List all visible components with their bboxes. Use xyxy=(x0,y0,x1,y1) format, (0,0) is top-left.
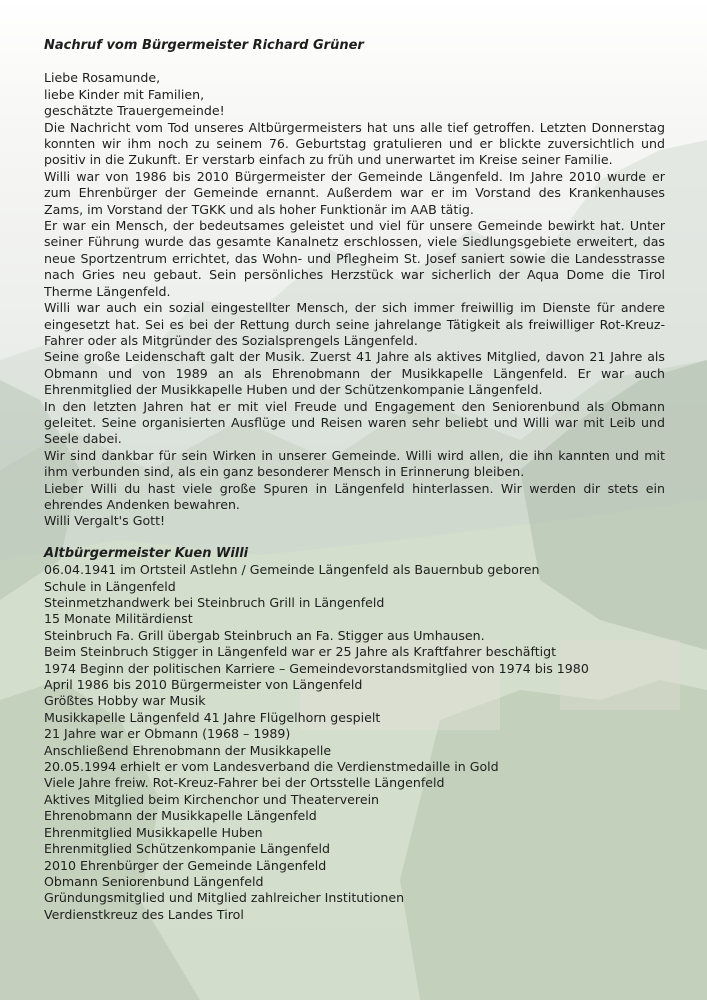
paragraph: Willi war von 1986 bis 2010 Bürgermeister der Gemeinde Längenfeld. Im Jahre 2010 wurde er zum Ehrenbürger der Gemeinde ernannt. Außerdem war er im Vorstand des Krankenhauses Zams, im Vorstand der TGKK und als hoher Funktionär im AAB tätig. xyxy=(44,168,665,217)
bio-line: Ehrenmitglied Schützenkompanie Längenfeld xyxy=(44,841,331,857)
bio-line: 21 Jahre war er Obmann (1968 – 1989) xyxy=(44,726,291,742)
bio-line: 15 Monate Militärdienst xyxy=(44,611,193,627)
obituary-document xyxy=(44,38,665,923)
bio-line: Viele Jahre freiw. Rot-Kreuz-Fahrer bei der Ortsstelle Längenfeld xyxy=(44,775,445,791)
bio-line: Aktives Mitglied beim Kirchenchor und Theaterverein xyxy=(44,791,380,807)
bio-title: Altbürgermeister Kuen Willi xyxy=(44,545,249,561)
bio-line: Steinbruch Fa. Grill übergab Steinbruch an Fa. Stigger aus Umhausen. xyxy=(44,627,485,643)
paragraph: Er war ein Mensch, der bedeutsames geleistet und viel für unsere Gemeinde bewirkt hat. Unter seiner Führung wurde das gesamte Kanalnetz erschlossen, viele Siedlungsgebiete erweitert, das neue Sportzentrum errichtet, das Wohn- und Pflegheim St. Josef saniert sowie die Landesstrasse nach Gries neu gebaut. Sein persönliches Herzstück war sicherlich der Aqua Dome die Tirol Therme Längenfeld. xyxy=(44,218,665,299)
bio-line: Gründungsmitglied und Mitglied zahlreicher Institutionen xyxy=(44,890,405,906)
paragraph: Willi war auch ein sozial eingestellter Mensch, der sich immer freiwillig im Dienste für andere eingesetzt hat. Sei es bei der Rettung durch seine jahrelange Tätigkeit als freiwilliger Rot-Kreuz-Fahrer oder als Mitgründer des Sozialsprengels Längenfeld. xyxy=(44,300,665,348)
bio-line: Ehrenmitglied Musikkapelle Huben xyxy=(44,824,263,840)
paragraph: Wir sind dankbar für sein Wirken in unserer Gemeinde. Willi wird allen, die ihn kannten und mit ihm verbunden sind, als ein ganz besonderer Mensch in Erinnerung bleiben. xyxy=(44,447,665,480)
bio-line: 20.05.1994 erhielt er vom Landesverband die Verdienstmedaille in Gold xyxy=(44,759,499,775)
bio-line: Ehrenobmann der Musikkapelle Längenfeld xyxy=(44,808,317,824)
bio-line: 1974 Beginn der politischen Karriere – Gemeindevorstandsmitglied von 1974 bis 1980 xyxy=(44,660,589,676)
paragraph: In den letzten Jahren hat er mit viel Freude und Engagement den Seniorenbund als Obmann geleitet. Seine organisierten Ausflüge und Reisen waren sehr beliebt und Willi war mit Leib und Seele dabei. xyxy=(44,398,665,447)
bio-line: Verdienstkreuz des Landes Tirol xyxy=(44,906,244,922)
salutation-line: Liebe Rosamunde, xyxy=(44,70,161,86)
bio-line: Obmann Seniorenbund Längenfeld xyxy=(44,873,264,889)
bio-line: 06.04.1941 im Ortsteil Astlehn / Gemeinde Längenfeld als Bauernbub geboren xyxy=(44,562,540,578)
paragraph: Lieber Willi du hast viele große Spuren in Längenfeld hinterlassen. Wir werden dir stets ein ehrendes Andenken bewahren. xyxy=(44,480,665,512)
paragraph: Die Nachricht vom Tod unseres Altbürgermeisters hat uns alle tief getroffen. Letzten Donnerstag konnten wir ihm noch zu seinem 76. Geburtstag gratulieren und er blickte zuversichtlich und positiv in die Zukunft. Er verstarb einfach zu früh und unerwartet im Kreise seiner Familie. xyxy=(44,119,665,168)
paragraph: Seine große Leidenschaft galt der Musik. Zuerst 41 Jahre als aktives Mitglied, davon 21 Jahre als Obmann und von 1989 an als Ehrenobmann der Musikkapelle Längenfeld. Er war auch Ehrenmitglied der Musikkapelle Huben und der Schützenkompanie Längenfeld. xyxy=(44,349,665,398)
obituary-title: Nachruf vom Bürgermeister Richard Grüner xyxy=(44,38,364,53)
closing-line: Willi Vergalt's Gott! xyxy=(44,513,166,529)
bio-line: Steinmetzhandwerk bei Steinbruch Grill in Längenfeld xyxy=(44,595,385,610)
bio-line: Musikkapelle Längenfeld 41 Jahre Flügelhorn gespielt xyxy=(44,709,381,725)
salutation-line: geschätzte Trauergemeinde! xyxy=(44,103,225,119)
bio-line: Anschließend Ehrenobmann der Musikkapelle xyxy=(44,742,332,758)
bio-line: April 1986 bis 2010 Bürgermeister von Längenfeld xyxy=(44,677,363,693)
salutation-line: liebe Kinder mit Familien, xyxy=(44,86,205,102)
bio-line: Größtes Hobby war Musik xyxy=(44,693,206,709)
bio-line: Beim Steinbruch Stigger in Längenfeld war er 25 Jahre als Kraftfahrer beschäftigt xyxy=(44,644,557,660)
bio-line: Schule in Längenfeld xyxy=(44,578,176,594)
bio-line: 2010 Ehrenbürger der Gemeinde Längenfeld xyxy=(44,857,327,873)
